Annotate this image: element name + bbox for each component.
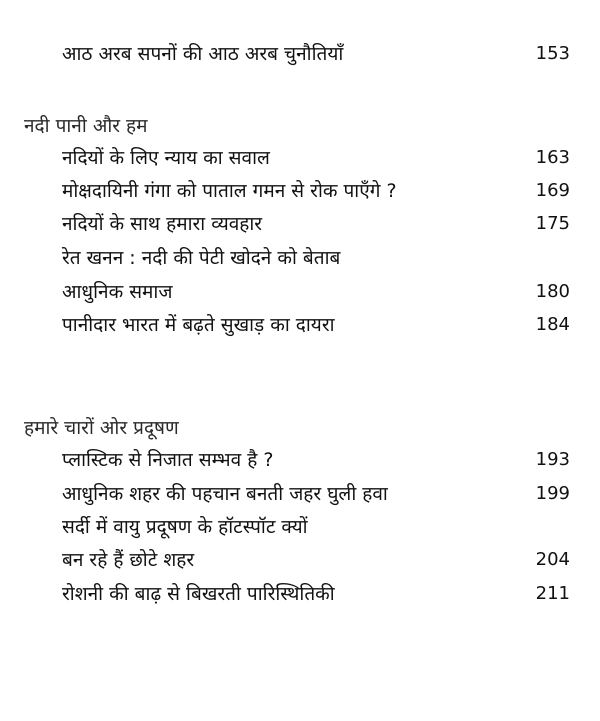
toc-entry-title: आठ अरब सपनों की आठ अरब चुनौतियाँ (62, 43, 344, 65)
toc-entry-title: आधुनिक समाज (62, 281, 173, 303)
section-heading: नदी पानी और हम (24, 115, 148, 137)
toc-entry-title: सर्दी में वायु प्रदूषण के हॉटस्पॉट क्यों (62, 516, 308, 538)
toc-entry (62, 206, 570, 240)
toc-entry-page-number: 211 (535, 582, 570, 604)
toc-entry-title: रोशनी की बाढ़ से बिखरती पारिस्थितिकी (62, 583, 335, 605)
toc-entry-title: प्लास्टिक से निजात सम्भव है ? (62, 449, 274, 471)
toc-entry-page-number: 184 (535, 313, 570, 335)
toc-entry-page-number: 180 (535, 280, 570, 302)
toc-entry-title: आधुनिक शहर की पहचान बनती जहर घुली हवा (62, 483, 388, 505)
toc-entry (62, 509, 570, 543)
toc-entry-title: नदियों के लिए न्याय का सवाल (62, 147, 270, 169)
toc-entry-page-number: 199 (535, 482, 570, 504)
toc-entry (62, 442, 570, 476)
toc-entry-page-number: 193 (535, 448, 570, 470)
toc-entry (62, 240, 570, 274)
toc-entry-title: बन रहे हैं छोटे शहर (62, 549, 195, 571)
toc-entry-page-number: 204 (535, 548, 570, 570)
toc-entry (62, 36, 570, 70)
toc-entry-title: मोक्षदायिनी गंगा को पाताल गमन से रोक पाएँगे ? (62, 180, 397, 202)
toc-entry (62, 140, 570, 174)
toc-entry-title: रेत खनन : नदी की पेटी खोदने को बेताब (62, 247, 341, 269)
toc-entry-page-number: 153 (535, 42, 570, 64)
toc-entry (62, 576, 570, 610)
toc-entry (62, 307, 570, 341)
toc-entry (62, 173, 570, 207)
toc-entry (62, 542, 570, 576)
toc-entry-title: नदियों के साथ हमारा व्यवहार (62, 213, 263, 235)
toc-entry-page-number: 163 (535, 146, 570, 168)
toc-entry-title: पानीदार भारत में बढ़ते सुखाड़ का दायरा (62, 314, 335, 336)
toc-entry (62, 476, 570, 510)
toc-entry-page-number: 169 (535, 179, 570, 201)
section-heading: हमारे चारों ओर प्रदूषण (24, 417, 179, 439)
toc-entry-page-number: 175 (535, 212, 570, 234)
toc-entry (62, 274, 570, 308)
